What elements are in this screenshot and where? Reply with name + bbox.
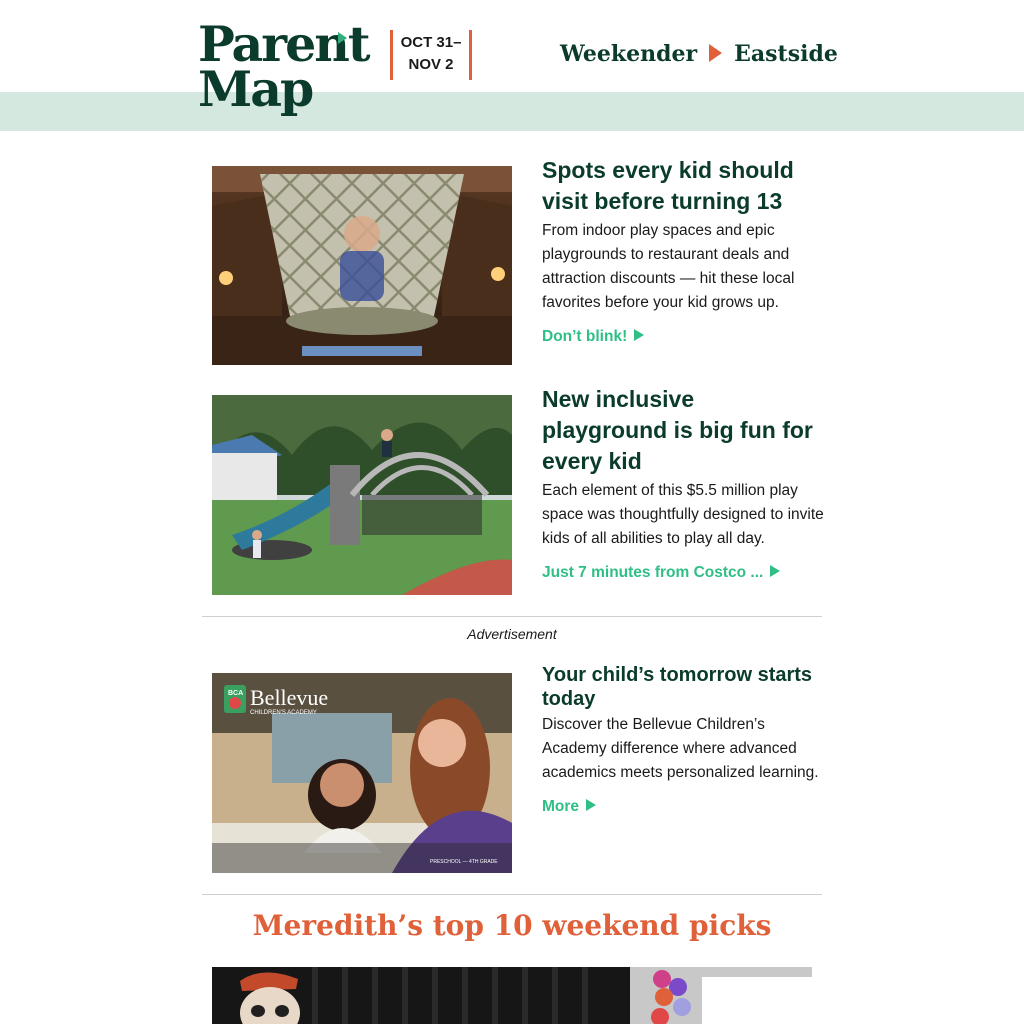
halloween-photo — [212, 967, 812, 1024]
article-card — [212, 157, 824, 365]
date-end: NOV 2 — [408, 56, 454, 73]
playground-photo — [212, 395, 512, 595]
cta-label: Just 7 minutes from Costco ... — [542, 564, 764, 581]
advertisement-label: Advertisement — [467, 626, 557, 642]
region-name: Eastside — [734, 41, 838, 67]
cta-label: More — [542, 798, 580, 815]
ad-image-bellevue[interactable] — [212, 673, 512, 873]
parentmap-logo[interactable] — [198, 15, 369, 120]
article-description: Each element of this $5.5 million play space was thoughtfully designed to invite kids of all abilities to play all day. — [542, 482, 824, 547]
article-description: From indoor play spaces and epic playgrounds to restaurant deals and attraction discounts — hit these local favorites before your kid grows up. — [542, 222, 795, 311]
ad-brand-subtext: CHILDREN'S ACADEMY — [250, 710, 317, 716]
ad-title[interactable]: Your child’s tomorrow starts today — [542, 664, 813, 710]
rope-net-photo — [212, 166, 512, 365]
date-range — [390, 30, 472, 80]
header-band — [0, 92, 1024, 131]
logo-word-parent: Parent — [198, 15, 369, 73]
sponsored-card — [212, 664, 824, 873]
article-title[interactable]: New inclusive playground is big fun for every kid — [542, 386, 813, 474]
weekend-picks-heading: Meredith’s top 10 weekend picks — [252, 909, 772, 942]
ad-badge-text: BCA — [228, 690, 244, 697]
ad-brand-text: Bellevue — [250, 685, 329, 710]
play-arrow-icon — [770, 565, 780, 577]
article-image-rope-net[interactable] — [212, 166, 512, 365]
article-copy — [542, 384, 824, 585]
section-divider — [202, 894, 822, 895]
ad-grade-text: PRESCHOOL — 4TH GRADE — [430, 859, 498, 865]
article-cta-link[interactable] — [542, 561, 780, 585]
play-arrow-icon — [586, 799, 596, 811]
email-header — [0, 0, 1024, 131]
classroom-photo — [212, 673, 512, 873]
article-title[interactable]: Spots every kid should visit before turning 13 — [542, 157, 794, 214]
article-cta-link[interactable] — [542, 325, 644, 349]
logo-play-icon — [338, 32, 347, 44]
edition-name: Weekender — [560, 41, 698, 67]
article-card — [212, 386, 824, 595]
logo-word-map: Map — [198, 60, 313, 118]
breadcrumb-arrow-icon — [709, 44, 722, 62]
picks-hero-image[interactable] — [212, 967, 812, 1024]
edition-breadcrumb — [560, 38, 838, 72]
ad-more-link[interactable] — [542, 795, 596, 819]
article-copy — [542, 155, 824, 349]
cta-label: Don’t blink! — [542, 328, 628, 345]
play-arrow-icon — [634, 329, 644, 341]
article-image-playground[interactable] — [212, 395, 512, 595]
ad-copy — [542, 663, 824, 819]
section-divider — [202, 616, 822, 617]
ad-description: Discover the Bellevue Children’s Academy difference where advanced academics meets personalized learning. — [542, 716, 819, 781]
date-start: OCT 31– — [400, 34, 462, 51]
